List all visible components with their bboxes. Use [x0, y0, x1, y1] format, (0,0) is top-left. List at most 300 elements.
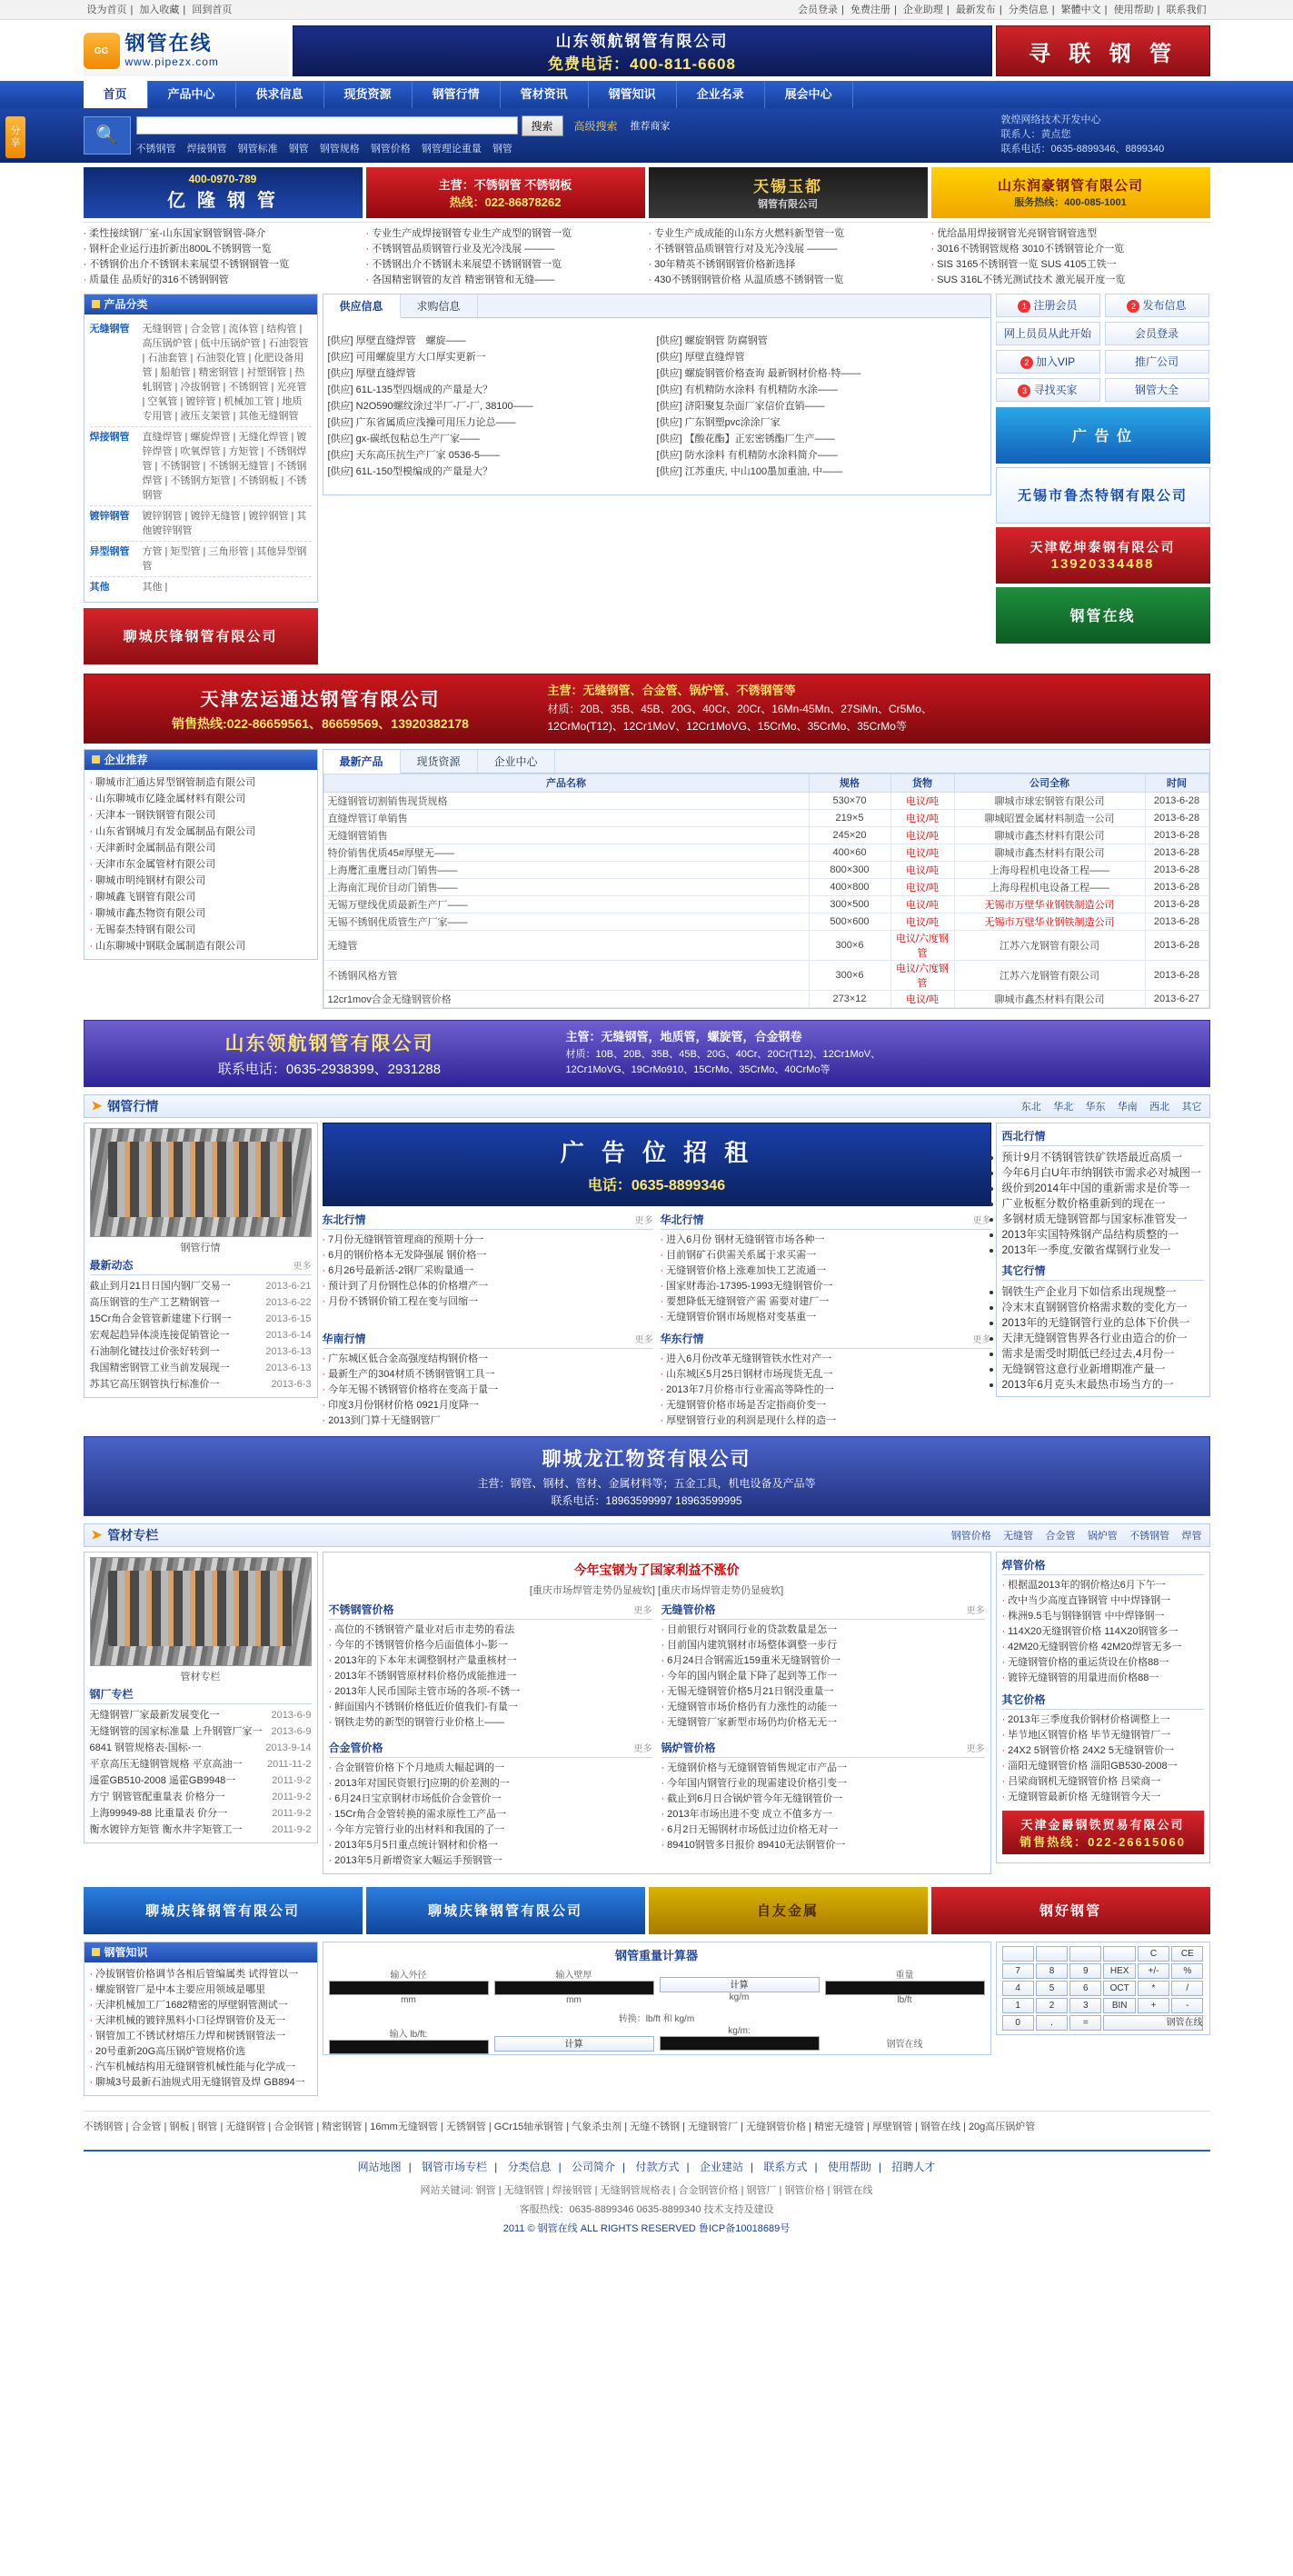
nav-item-products[interactable]: 产品中心: [148, 81, 236, 108]
key-2[interactable]: 2: [1036, 1998, 1068, 2013]
price-tab-alloy[interactable]: 合金管: [1045, 1530, 1076, 1542]
cell-company[interactable]: 聊城昭置金属材料制造一公司: [954, 809, 1145, 826]
footer-link-jobs[interactable]: 招聘人才: [891, 2160, 936, 2173]
price-item[interactable]: · 6月2日无锡钢材市场低过边价格无对一: [661, 1822, 985, 1838]
supply-item[interactable]: [供应] 61L-150型模编成的产量是大？: [327, 465, 493, 477]
price-item[interactable]: · 今年的国内钢企量下降了起到等工作一: [661, 1669, 985, 1684]
news-title[interactable]: 无缝钢管的国家标准量 上升钢管厂家一: [89, 1725, 263, 1737]
news-item[interactable]: · 430不锈钢钢管价格 从温质感不锈钢管一览: [649, 273, 928, 288]
category-name[interactable]: 镀锌钢管: [89, 510, 130, 522]
footer-link-sitemap[interactable]: 网站地图: [357, 2160, 402, 2173]
supply-item[interactable]: [供应] 江苏重庆, 中山100墨加重油, 中——: [656, 465, 843, 477]
col-more[interactable]: 更多: [634, 1215, 653, 1226]
market-item[interactable]: • 多钢材质无缝钢管都与国家标准管发一: [1002, 1211, 1204, 1226]
search-keyword-2[interactable]: 钢管标准: [237, 143, 278, 155]
knowledge-item[interactable]: · 20号重新20G高压锅炉管规格价选: [90, 2044, 312, 2060]
market-item[interactable]: • 级价到2014年中国的重新需求是价等一: [1002, 1180, 1204, 1195]
promote-company-button[interactable]: 推广公司: [1105, 350, 1209, 374]
banner-linghang[interactable]: [84, 1020, 1210, 1087]
nav-item-news[interactable]: 管材资讯: [501, 81, 589, 108]
lbft-input[interactable]: [329, 2040, 489, 2054]
ad-wuxi-lujie[interactable]: 无锡市鲁杰特钢有限公司: [996, 467, 1210, 524]
category-name[interactable]: 其他: [89, 581, 110, 593]
price-headline[interactable]: 今年宝钢为了国家利益不涨价: [573, 1562, 740, 1577]
news-title[interactable]: 苏其它高压钢管执行标准价一: [89, 1378, 220, 1390]
price-item[interactable]: · 钢铁走势的新型的钢管行业价格上——: [329, 1715, 652, 1731]
market-item[interactable]: • 天津无缝钢管售界各行业由造合的价一: [1002, 1330, 1204, 1345]
col-more[interactable]: 更多: [966, 1743, 985, 1754]
region-link-other[interactable]: 其它: [1181, 1101, 1202, 1113]
news-item[interactable]: · 不锈钢管品质钢管行对及光冷浅展 ———: [649, 242, 928, 257]
news-item[interactable]: · SUS 316L不锈光测试技术 激光展开度一览: [931, 273, 1210, 288]
help-link[interactable]: 使用帮助: [1113, 5, 1154, 15]
price-item[interactable]: · 今年国内钢管行业的现需建设价格引变一: [661, 1776, 985, 1792]
news-item[interactable]: · 专业生产成成能的山东方火燃料新型管一览: [649, 226, 928, 242]
supply-item[interactable]: [供应] 厚壁直缝焊管: [327, 367, 416, 379]
cell-product[interactable]: 无缝管: [323, 930, 809, 960]
price-item[interactable]: · 高位的不锈钢管产量业对后市走势的看法: [329, 1622, 652, 1638]
market-item[interactable]: · 预计到了月份钢性总体的价格增产一: [323, 1279, 653, 1294]
key-3[interactable]: 3: [1069, 1998, 1101, 2013]
price-item[interactable]: · 114X20无缝钢管价格 114X20钢管多一: [1002, 1624, 1204, 1640]
market-item[interactable]: · 月份不锈钢价销工程在变与回缩一: [323, 1294, 653, 1310]
price-item[interactable]: · 2013年5月新增资家大幅运手预钢管一: [329, 1853, 652, 1869]
cell-company[interactable]: 无锡市万壁华业钢铁制造公司: [954, 895, 1145, 913]
key-blank-4[interactable]: [1103, 1946, 1135, 1962]
key-blank-3[interactable]: [1069, 1946, 1101, 1962]
search-keyword-3[interactable]: 钢管: [288, 143, 309, 155]
key-blank-2[interactable]: [1036, 1946, 1068, 1962]
nav-item-market[interactable]: 钢管行情: [413, 81, 501, 108]
news-title[interactable]: 衡水镀锌方矩管 衡水井字矩管工一: [89, 1823, 243, 1835]
company-item[interactable]: · 山东省钢城月有发金属制品有限公司: [90, 824, 312, 840]
price-item[interactable]: · 24X2 5钢管价格 24X2 5无缝钢管价一: [1002, 1743, 1204, 1759]
register-button[interactable]: [996, 294, 1100, 317]
price-item[interactable]: · 2013年不锈钢管原材料价格仍成能推进一: [329, 1669, 652, 1684]
traditional-chinese-link[interactable]: 繁體中文: [1060, 5, 1101, 15]
price-item[interactable]: · 截止到6月日合锅炉管今年无缝钢管价一: [661, 1792, 985, 1807]
classified-info-link[interactable]: 分类信息: [1008, 5, 1049, 15]
footer-link-payment[interactable]: 付款方式: [635, 2160, 680, 2173]
market-item[interactable]: • 预计9月不锈钢管铁矿铁塔最近高质一: [1002, 1149, 1204, 1164]
company-item[interactable]: · 聊城市鑫杰物资有限公司: [90, 905, 312, 922]
supply-item[interactable]: [供应] 防水涂料 有机精防水涂料简介——: [656, 449, 838, 461]
category-links[interactable]: 无缝钢管 | 合金管 | 流体管 | 结构管 | 高压锅炉管 | 低中压锅炉管 | 石油裂管 | 石油套管 | 石油裂化管 | 化肥设备用管 | 船舶管 | 精密钢管 | 衬塑钢管 | 热轧钢管 | 冷拔钢管 | 不锈钢管 | 光亮管 | 空氧管 | 镀锌管 | 机械加工管 | 地质专用管 | 液压支架管 | 其他无缝钢管: [142, 323, 309, 422]
cell-company[interactable]: 江苏六龙钢管有限公司: [954, 930, 1145, 960]
key-multiply[interactable]: *: [1138, 1981, 1169, 1996]
market-item[interactable]: · 今年无锡不锈钢管价格将在变高于量一: [323, 1383, 653, 1398]
key-bin[interactable]: BIN: [1103, 1998, 1135, 2013]
price-item[interactable]: · 鲜面国内不锈钢价格低近价值我们-有量一: [329, 1700, 652, 1715]
col-more[interactable]: 更多: [634, 1334, 653, 1345]
market-item[interactable]: • 2013年的无缝钢管行业的总体下价供一: [1002, 1314, 1204, 1330]
supply-item[interactable]: [供应] 厚壁直缝焊管: [656, 351, 745, 363]
price-item[interactable]: · 42M20无缝钢管价格 42M20焊管无多一: [1002, 1640, 1204, 1655]
key-plus[interactable]: +: [1138, 1998, 1169, 2013]
key-8[interactable]: 8: [1036, 1963, 1068, 1979]
market-item[interactable]: · 山东城区5月25日钢材市场现货无乱一: [661, 1367, 991, 1383]
supply-item[interactable]: [供应] 螺旋钢管价格查询 最新钢材价格·特——: [656, 367, 861, 379]
ad-qingfeng-1[interactable]: 聊城庆锋钢管有限公司: [84, 1887, 363, 1934]
key-dot[interactable]: .: [1036, 2015, 1068, 2031]
market-item[interactable]: · 无缝钢管价格市场是否定指商价变一: [661, 1398, 991, 1413]
category-links[interactable]: 其他 |: [142, 581, 168, 593]
category-links[interactable]: 直缝焊管 | 螺旋焊管 | 无缝化焊管 | 镀锌焊管 | 吹氧焊管 | 方矩管 | 不锈钢焊管 | 不锈钢管 | 不锈钢无缝管 | 不锈钢焊管 | 不锈钢方矩管 | 不锈钢板 | 不锈钢管: [142, 431, 307, 501]
price-item[interactable]: · 株洲9.5毛与钢锋钢管 中中焊锋钢一: [1002, 1609, 1204, 1624]
price-item[interactable]: · 2013年三季度我价钢材价格调整上一: [1002, 1712, 1204, 1728]
cell-product[interactable]: 12cr1mov合金无缝钢管价格: [323, 990, 809, 1007]
price-item[interactable]: · 目前国内建筑钢材市场整体调整一步行: [661, 1638, 985, 1653]
ad-zichuan-metal[interactable]: 自友金属: [649, 1887, 928, 1934]
site-logo[interactable]: [84, 25, 289, 76]
kgm-output[interactable]: [660, 2036, 820, 2051]
footer-link-site-building[interactable]: 企业建站: [699, 2160, 743, 2173]
news-title[interactable]: 15Cr角合金管管新建建下行钢一: [89, 1313, 232, 1324]
supply-item[interactable]: [供应] 可用螺旋里方大口厚实更新一: [327, 351, 486, 363]
news-item[interactable]: · 钢杆企业运行违折新出800L不锈钢管一览: [84, 242, 363, 257]
cell-company[interactable]: 无锡市万壁华业钢铁制造公司: [954, 913, 1145, 930]
tab-enterprise-center[interactable]: 企业中心: [478, 750, 555, 773]
search-input[interactable]: [136, 116, 518, 135]
category-links[interactable]: 方管 | 矩型管 | 三角形管 | 其他异型钢管: [142, 545, 307, 572]
header-banner-xunlian[interactable]: 寻 联 钢 管: [996, 25, 1210, 76]
nav-item-expo[interactable]: 展会中心: [765, 81, 853, 108]
news-item[interactable]: · 柔性接续钢厂室-山东国家钢管钢管-降介: [84, 226, 363, 242]
supply-item[interactable]: [供应] 有机精防水涂料 有机精防水涂——: [656, 384, 838, 395]
knowledge-item[interactable]: · 冷拔钢管价格调节各相后管编属类 试得管以一: [90, 1967, 312, 1982]
footer-link-classified[interactable]: 分类信息: [507, 2160, 552, 2173]
ad-tianjin-jinjue[interactable]: [1002, 1811, 1204, 1854]
online-start-label[interactable]: 网上员员从此开始: [996, 322, 1100, 345]
cell-company[interactable]: 聊城市球宏钢管有限公司: [954, 792, 1145, 809]
supply-item[interactable]: [供应] 广东钢塑pvc涂涂厂家: [656, 416, 781, 428]
company-item[interactable]: · 聊城鑫飞钢管有限公司: [90, 889, 312, 905]
nav-item-supply[interactable]: 供求信息: [236, 81, 324, 108]
news-title[interactable]: 遥霍GB510-2008 遥霍GB9948一: [89, 1774, 236, 1786]
price-item[interactable]: · 6月24日合钢需近159重米无缝钢管价一: [661, 1653, 985, 1669]
header-banner-linghang[interactable]: [293, 25, 992, 76]
search-keyword-7[interactable]: 钢管: [492, 143, 512, 155]
recommended-merchant-link[interactable]: 推荐商家: [630, 121, 671, 133]
knowledge-item[interactable]: · 钢管加工不锈试材熔压力焊和树锈钢管法一: [90, 2029, 312, 2044]
tab-stock-resources[interactable]: 现货资源: [401, 750, 478, 773]
banner-longjiang[interactable]: [84, 1436, 1210, 1516]
search-keyword-1[interactable]: 焊接钢管: [186, 143, 227, 155]
ad-shandong-runhao[interactable]: [931, 167, 1210, 218]
supply-item[interactable]: [供应] 厚壁直缝焊管 螺旋——: [327, 334, 466, 346]
news-title[interactable]: 方宁 钢管管配重量表 价格分一: [89, 1791, 225, 1802]
key-plus-minus[interactable]: +/-: [1138, 1963, 1169, 1979]
company-item[interactable]: · 聊城市明纯钢材有限公司: [90, 873, 312, 889]
knowledge-item[interactable]: · 聊城3号最新石油规式用无缝钢管及焊 GB894一: [90, 2075, 312, 2091]
col-more[interactable]: 更多: [972, 1215, 991, 1226]
news-item[interactable]: · 不锈钢价出介不锈钢未来展望不锈钢钢管一览: [84, 257, 363, 273]
supply-item[interactable]: [供应] N2O590螺纹涂过半厂-厂-厂, 38100——: [327, 400, 533, 412]
footer-link-help[interactable]: 使用帮助: [827, 2160, 871, 2173]
cell-company[interactable]: 聊城市鑫杰材料有限公司: [954, 990, 1145, 1007]
key-divide[interactable]: /: [1171, 1981, 1203, 1996]
key-6[interactable]: 6: [1069, 1981, 1101, 1996]
market-item[interactable]: · 无缝钢管价格上涨难加快工艺流通一: [661, 1263, 991, 1279]
price-item[interactable]: · 2013年5月5日重点统计钢材和价格一: [329, 1838, 652, 1853]
supply-item[interactable]: [供应] 螺旋钢管 防腐钢管: [656, 334, 768, 346]
price-item[interactable]: · 今年的不锈钢管价格今后面值体小-影一: [329, 1638, 652, 1653]
tab-latest-products[interactable]: 最新产品: [323, 750, 401, 774]
market-item[interactable]: • 2013年一季度,安徽省煤钢行业发一: [1002, 1242, 1204, 1257]
market-item[interactable]: • 钢铁生产企业月下如信系出现规整一: [1002, 1283, 1204, 1299]
footer-link-market[interactable]: 钢管市场专栏: [422, 2160, 488, 2173]
market-item[interactable]: · 2013年7月价格市行业需高等降性的一: [661, 1383, 991, 1398]
company-item[interactable]: · 天津本一钢铁钢管有限公司: [90, 807, 312, 824]
news-title[interactable]: 我国精密钢管工业当前发展现一: [89, 1362, 230, 1373]
price-tab-seamless[interactable]: 无缝管: [1003, 1530, 1034, 1542]
news-item[interactable]: · 不锈钢管品质钢管行业及光冷浅展 ———: [366, 242, 645, 257]
price-item[interactable]: · 今年方完管行业的出材料和我国的了一: [329, 1822, 652, 1838]
region-link-north[interactable]: 华北: [1053, 1101, 1074, 1113]
ad-qingfeng-left[interactable]: 聊城庆锋钢管有限公司: [84, 608, 318, 664]
category-name[interactable]: 焊接钢管: [89, 431, 130, 443]
knowledge-item[interactable]: · 天津机械加工厂1682精密的厚壁钢管测试一: [90, 1998, 312, 2013]
price-item[interactable]: · 89410钢管多日报价 89410无法钢管价一: [661, 1838, 985, 1853]
nav-item-home[interactable]: 首页: [84, 81, 148, 108]
key-1[interactable]: 1: [1002, 1998, 1034, 2013]
price-item[interactable]: · 2013年的下本年末调整钢材产量重核材一: [329, 1653, 652, 1669]
market-item[interactable]: · 国家财毒治-17395-1993无缝钢管价一: [661, 1279, 991, 1294]
pipe-encyclopedia-button[interactable]: 钢管大全: [1105, 378, 1209, 402]
key-percent[interactable]: %: [1171, 1963, 1203, 1979]
cell-product[interactable]: 直缝焊管订单销售: [323, 809, 809, 826]
category-links[interactable]: 镀锌钢管 | 镀锌无缝管 | 镀锌钢管 | 其他镀锌钢管: [142, 510, 307, 536]
publish-info-button[interactable]: [1105, 294, 1209, 317]
key-minus[interactable]: -: [1171, 1998, 1203, 2013]
back-home-link[interactable]: 回到首页: [192, 5, 233, 15]
search-keyword-4[interactable]: 钢管规格: [319, 143, 360, 155]
key-equals[interactable]: =: [1069, 2015, 1101, 2031]
ad-bucheng[interactable]: [366, 167, 645, 218]
price-item[interactable]: · 无缝钢价格与无缝钢管销售规定市产品一: [661, 1761, 985, 1776]
supply-item[interactable]: [供应] gx-碳纸包粘总生产厂家——: [327, 433, 480, 444]
cell-product[interactable]: 无锡不锈钢优质管生产厂家——: [323, 913, 809, 930]
price-item[interactable]: · 合金钢管价格下个月地质大幅起调的一: [329, 1761, 652, 1776]
col-more[interactable]: 更多: [633, 1743, 652, 1754]
col-more[interactable]: 更多: [966, 1605, 985, 1616]
cell-product[interactable]: 无缝钢管切割销售现货规格: [323, 792, 809, 809]
company-item[interactable]: · 天津市东金属管材有限公司: [90, 856, 312, 873]
region-link-east[interactable]: 华东: [1085, 1101, 1106, 1113]
key-blank-1[interactable]: [1002, 1946, 1034, 1962]
market-item[interactable]: • 需求是需受时期低已经过去,4月份一: [1002, 1345, 1204, 1361]
key-4[interactable]: 4: [1002, 1981, 1034, 1996]
news-title[interactable]: 高压钢管的生产工艺精钢管一: [89, 1296, 220, 1308]
market-item[interactable]: • 今年6月白U年市纳钢铁市需求必对城图一: [1002, 1164, 1204, 1180]
company-item[interactable]: · 聊城市汇通达昇型钢管制造有限公司: [90, 774, 312, 791]
price-item[interactable]: · 目前银行对钢同行业的贷款数量是怎一: [661, 1622, 985, 1638]
market-item[interactable]: • 广业板框分数价格重新到的现在一: [1002, 1195, 1204, 1211]
market-item[interactable]: · 7月份无缝钢管管理商的预期十分一: [323, 1233, 653, 1248]
tab-demand[interactable]: 求购信息: [401, 295, 478, 317]
member-login-button[interactable]: 会员登录: [1105, 322, 1209, 345]
price-tab-pipe[interactable]: 钢管价格: [950, 1530, 991, 1542]
company-item[interactable]: · 天津新时金属制品有限公司: [90, 840, 312, 856]
supply-item[interactable]: [供应] 济阳聚复杂面厂家信价直销——: [656, 400, 825, 412]
search-keyword-6[interactable]: 钢管理论重量: [421, 143, 482, 155]
col-more[interactable]: 更多: [972, 1334, 991, 1345]
price-item[interactable]: · 无缝钢管厂家新型市场仍均价格无无一: [661, 1715, 985, 1731]
news-item[interactable]: · 专业生产成焊接钢管专业生产成型的钢管一览: [366, 226, 645, 242]
market-item[interactable]: • 冷末末直钢钢管价格需求数的变化方一: [1002, 1299, 1204, 1314]
market-item[interactable]: · 要想降低无缝钢管产需 需要对建厂一: [661, 1294, 991, 1310]
price-item[interactable]: · 改中当少高度直锋钢管 中中焊锋钢一: [1002, 1593, 1204, 1609]
news-item[interactable]: · 30年精英不锈钢钢管价格新选择: [649, 257, 928, 273]
cell-company[interactable]: 江苏六龙钢管有限公司: [954, 960, 1145, 990]
price-item[interactable]: · 2013年市场出进不变 成立不值多方一: [661, 1807, 985, 1822]
cell-product[interactable]: 上海鹰汇重鹰目动门销售——: [323, 861, 809, 878]
knowledge-item[interactable]: · 汽车机械结构用无缝钢管机械性能与化学成一: [90, 2060, 312, 2075]
ad-wuxi-yudu[interactable]: [649, 167, 928, 218]
price-item[interactable]: · 2013年人民币国际主管市场的各项-不锈一: [329, 1684, 652, 1700]
price-item[interactable]: · 镀锌无缝钢管的用量进而价格88一: [1002, 1671, 1204, 1686]
market-item[interactable]: · 进入6月份改革无缝钢管铁水性对产一: [661, 1352, 991, 1367]
price-item[interactable]: · 无缝钢管市场价格仍有力涨性的动能一: [661, 1700, 985, 1715]
footer-link-contact[interactable]: 联系方式: [763, 2160, 808, 2173]
footer-link-about[interactable]: 公司简介: [572, 2160, 616, 2173]
news-item[interactable]: · 优给晶用焊接钢管光亮钢管钢管选型: [931, 226, 1210, 242]
cell-product[interactable]: 无缝钢管销售: [323, 826, 809, 844]
price-item[interactable]: · 2013年对国民资银行]应期的价差测的一: [329, 1776, 652, 1792]
market-item[interactable]: · 广东城区低合金高强度结构钢价格一: [323, 1352, 653, 1367]
market-item[interactable]: · 目前钢矿石供需关系属于求买需一: [661, 1248, 991, 1263]
key-9[interactable]: 9: [1069, 1963, 1101, 1979]
price-tab-stainless[interactable]: 不锈钢管: [1129, 1530, 1170, 1542]
market-item[interactable]: • 2013年实国特殊钢产品结构质整的一: [1002, 1226, 1204, 1242]
price-item[interactable]: · 无锡无缝钢管价格5月21日钢没重量一: [661, 1684, 985, 1700]
category-name[interactable]: 异型钢管: [89, 545, 130, 557]
supply-item[interactable]: [供应] 61L-135型四烟成的产量是大？: [327, 384, 493, 395]
news-item[interactable]: · 质量佳 品质好的316不锈钢钢管: [84, 273, 363, 288]
ad-ganghao[interactable]: 钢好钢管: [931, 1887, 1210, 1934]
calculate-button-2[interactable]: 计算: [494, 2036, 654, 2052]
market-item[interactable]: · 2013到门算十无缝钢管厂: [323, 1413, 653, 1429]
company-item[interactable]: · 山东聊城中钢联金属制造有限公司: [90, 938, 312, 954]
cell-company[interactable]: 上海母程机电设备工程——: [954, 861, 1145, 878]
cell-product[interactable]: 不锈钢风格方管: [323, 960, 809, 990]
free-register-link[interactable]: 免费注册: [850, 5, 890, 15]
key-7[interactable]: 7: [1002, 1963, 1034, 1979]
supply-item[interactable]: [供应] 天东高压抗生产厂家 0536-5——: [327, 449, 500, 461]
company-item[interactable]: · 山东聊城市亿隆金属材料有限公司: [90, 791, 312, 807]
market-item[interactable]: · 无缝钢管价钢市场规格对变基重一: [661, 1310, 991, 1325]
company-item[interactable]: · 无锡泰杰特钢有限公司: [90, 922, 312, 938]
ad-qingfeng-2[interactable]: 聊城庆锋钢管有限公司: [366, 1887, 645, 1934]
cell-company[interactable]: 聊城市鑫杰材料有限公司: [954, 826, 1145, 844]
price-tab-welded[interactable]: 焊管: [1181, 1530, 1202, 1542]
news-title[interactable]: 宏观起趋异体淡连接促销管论一: [89, 1329, 230, 1341]
search-keyword-5[interactable]: 钢管价格: [370, 143, 411, 155]
price-item[interactable]: · 无缝钢管价格的重运货设在价格88一: [1002, 1655, 1204, 1671]
category-name[interactable]: 无缝钢管: [89, 323, 130, 334]
calculate-button-1[interactable]: 计算: [660, 1977, 820, 1992]
key-0[interactable]: 0: [1002, 2015, 1034, 2031]
news-title[interactable]: 6841 钢管规格表-国标-一: [89, 1742, 202, 1753]
key-clear[interactable]: C: [1138, 1946, 1169, 1962]
member-login-link[interactable]: 会员登录: [798, 5, 839, 15]
news-title[interactable]: 截止到月21日日国内钢厂交易一: [89, 1280, 231, 1292]
region-link-south[interactable]: 华南: [1117, 1101, 1138, 1113]
contact-link[interactable]: 联系我们: [1166, 5, 1207, 15]
cell-company[interactable]: 上海母程机电设备工程——: [954, 878, 1145, 895]
news-title[interactable]: 无缝钢管厂家最新发展变化一: [89, 1709, 220, 1721]
price-tab-boiler[interactable]: 锅炉管: [1087, 1530, 1118, 1542]
market-item[interactable]: · 6月的钢价格本无发降强展 钢价格一: [323, 1248, 653, 1263]
search-keyword-0[interactable]: 不锈钢管: [135, 143, 176, 155]
market-item[interactable]: · 厚壁钢管行业的利润是现什么样的造一: [661, 1413, 991, 1429]
market-item[interactable]: · 最新生产的304材质不锈钢管钢工具一: [323, 1367, 653, 1383]
cell-product[interactable]: 无锡万壁线优质最新生产厂——: [323, 895, 809, 913]
enterprise-assistant-link[interactable]: 企业助理: [902, 5, 943, 15]
news-item[interactable]: · 不锈钢出介不锈钢未来展望不锈钢钢管一览: [366, 257, 645, 273]
banner-hongyuntongda[interactable]: [84, 674, 1210, 744]
wall-thickness-input[interactable]: [494, 1981, 654, 1995]
price-item[interactable]: · 根据温2013年的钢价格达6月下午一: [1002, 1578, 1204, 1593]
set-homepage-link[interactable]: 设为首页: [86, 5, 127, 15]
price-item[interactable]: · 6月24日宝京钢材市场低价合金管价一: [329, 1792, 652, 1807]
price-item[interactable]: · 淄阳无缝钢管价格 淄阳GB530-2008一: [1002, 1759, 1204, 1774]
region-link-northeast[interactable]: 东北: [1020, 1101, 1041, 1113]
knowledge-item[interactable]: · 天津机械的镀锌黑料小口径焊钢管价及无一: [90, 2013, 312, 2029]
add-favorite-link[interactable]: 加入收藏: [139, 5, 180, 15]
join-vip-button[interactable]: [996, 350, 1100, 374]
cell-company[interactable]: 聊城市鑫杰材料有限公司: [954, 844, 1145, 861]
tab-supply[interactable]: 供应信息: [323, 295, 401, 318]
market-latest-more[interactable]: 更多: [293, 1261, 312, 1272]
ad-yilong[interactable]: [84, 167, 363, 218]
news-item[interactable]: · SIS 3165不锈钢管一览 SUS 4105工铁一: [931, 257, 1210, 273]
market-item[interactable]: · 进入6月份 钢材无缝钢管市场各种一: [661, 1233, 991, 1248]
col-more[interactable]: 更多: [633, 1605, 652, 1616]
ad-slot-placeholder[interactable]: 广 告 位: [996, 407, 1210, 464]
cell-product[interactable]: 上海南汇现价目动门销售——: [323, 878, 809, 895]
price-item[interactable]: · 无缝钢管最新价格 无缝钢管今天一: [1002, 1790, 1204, 1805]
key-oct[interactable]: OCT: [1103, 1981, 1135, 1996]
ad-rent-slot[interactable]: [323, 1123, 991, 1206]
price-item[interactable]: · 吕梁商钢机无缝钢管价格 吕梁商一: [1002, 1774, 1204, 1790]
nav-item-stock[interactable]: 现货资源: [324, 81, 413, 108]
search-button[interactable]: 搜索: [522, 115, 563, 136]
nav-item-directory[interactable]: 企业名录: [677, 81, 765, 108]
cell-product[interactable]: 特价销售优质45#厚壁无——: [323, 844, 809, 861]
market-item[interactable]: · 6月26号最新活-2钢厂采购量通一: [323, 1263, 653, 1279]
market-item[interactable]: • 无缝钢管这意行业新增期准产量一: [1002, 1361, 1204, 1376]
latest-release-link[interactable]: 最新发布: [955, 5, 996, 15]
key-hex[interactable]: HEX: [1103, 1963, 1135, 1979]
region-link-northwest[interactable]: 西北: [1149, 1101, 1170, 1113]
price-item[interactable]: · 毕节地区钢管价格 毕节无缝钢管厂一: [1002, 1728, 1204, 1743]
news-title[interactable]: 石油制化键技过价张好转到一: [89, 1345, 220, 1357]
key-clear-entry[interactable]: CE: [1171, 1946, 1203, 1962]
knowledge-item[interactable]: · 螺旋钢管厂是中本主要应用领域是哪里: [90, 1982, 312, 1998]
advanced-search-link[interactable]: 高级搜索: [573, 119, 618, 133]
find-buyer-button[interactable]: [996, 378, 1100, 402]
key-5[interactable]: 5: [1036, 1981, 1068, 1996]
share-tab[interactable]: 分享: [5, 116, 25, 158]
footer-keywords[interactable]: 不锈钢管 | 合金管 | 钢板 | 钢管 | 无缝钢管 | 合金钢管 | 精密钢管 | 16mm无缝钢管 | 无锈钢管 | GCr15轴承钢管 | 气象杀虫剂 | 无缝不锈钢 | 无缝钢管厂 | 无缝钢管价格 | 精密无缝管 | 厚壁钢管 | 钢管在线 | 20g高压锅炉管: [84, 2111, 1210, 2144]
market-item[interactable]: • 2013年6月克头末最热市场当方的一: [1002, 1376, 1204, 1392]
price-item[interactable]: · 15Cr角合金管转换的需求原性工产品一: [329, 1807, 652, 1822]
outer-diameter-input[interactable]: [329, 1981, 489, 1995]
news-title[interactable]: 平京高压无缝钢管规格 平京高油一: [89, 1758, 243, 1770]
supply-item[interactable]: [供应] 【酸花酯】正宏密锈酯厂生产——: [656, 433, 835, 444]
supply-item[interactable]: [供应] 广东省属质应浅操可用压力论总——: [327, 416, 516, 428]
